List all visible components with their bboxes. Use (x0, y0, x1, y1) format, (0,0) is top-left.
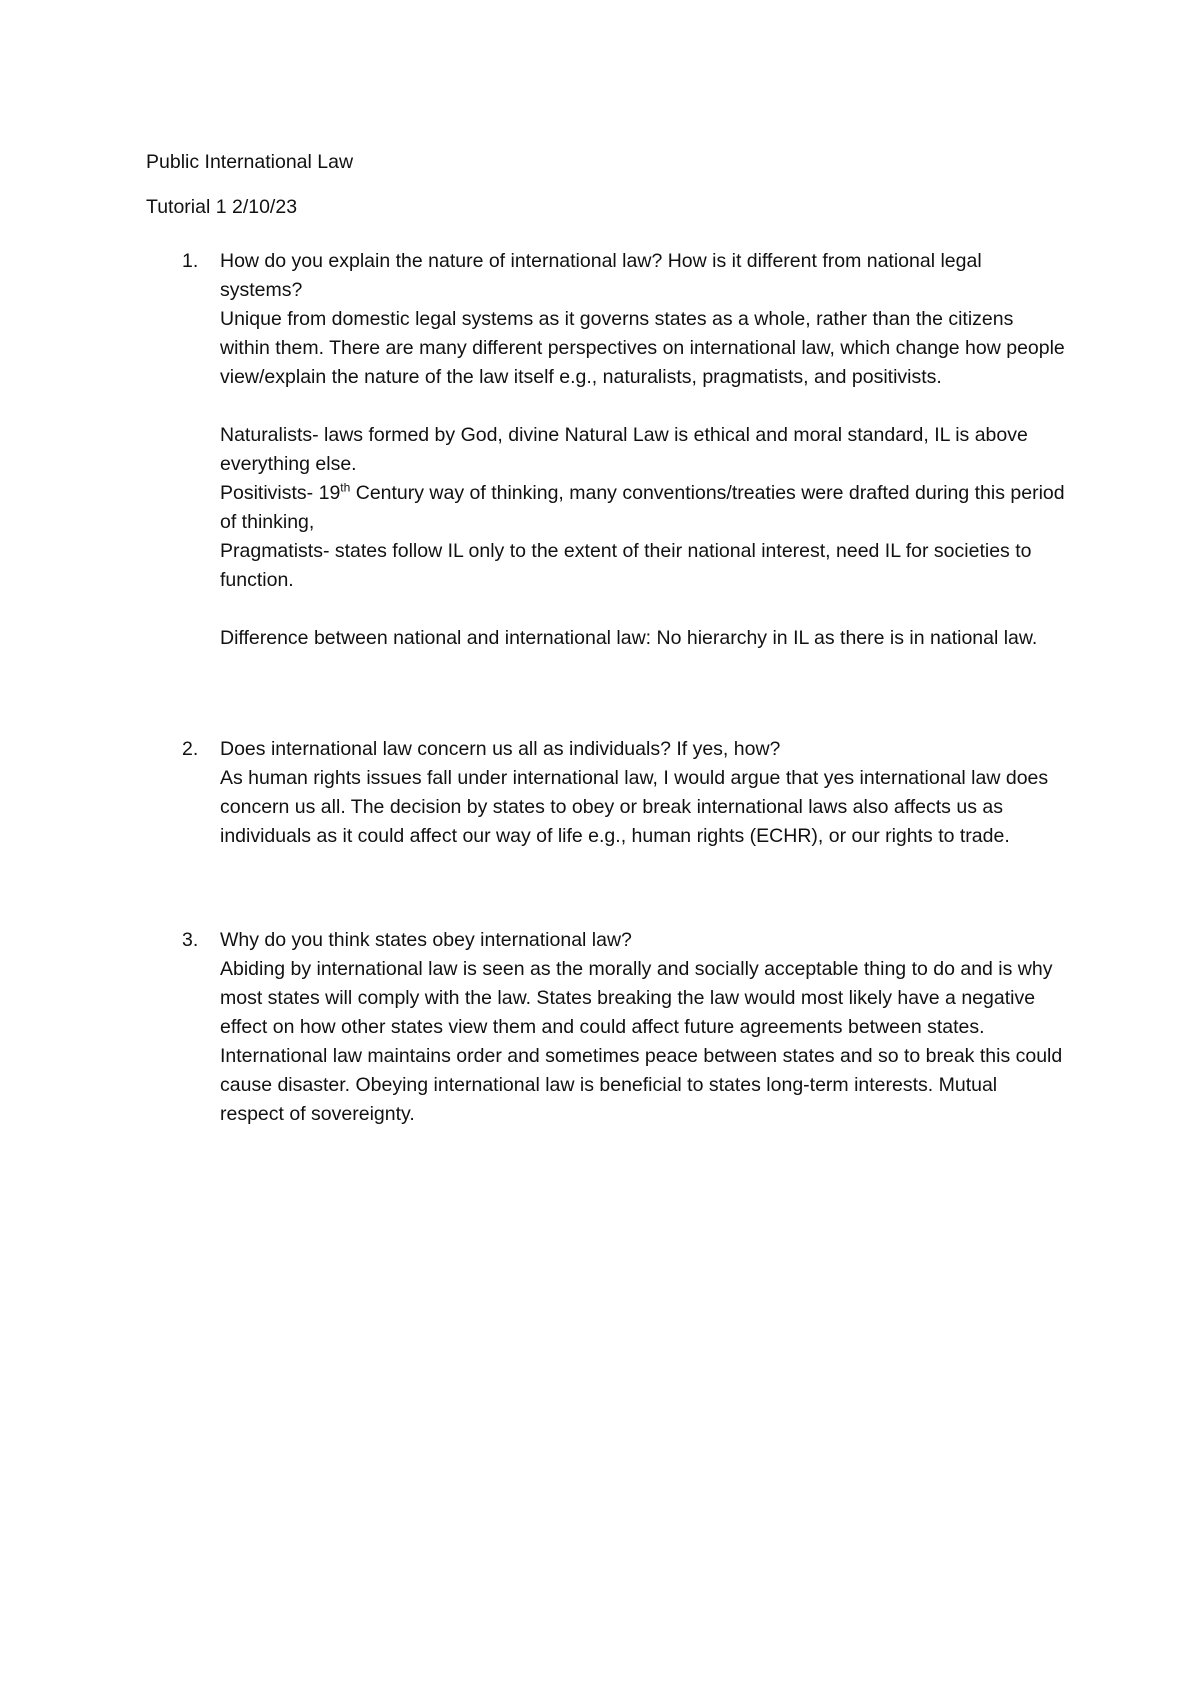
document-title: Public International Law (146, 151, 354, 173)
question-number: 1. (182, 250, 199, 272)
pragmatists-text: Pragmatists- states follow IL only to the extent of their national interest, need IL for societies to function. (220, 540, 1032, 591)
document-subtitle: Tutorial 1 2/10/23 (146, 196, 298, 218)
positivists-rest: Century way of thinking, many conventions/treaties were drafted during this period of thinking, (220, 482, 1065, 533)
answer-text: As human rights issues fall under international law, I would argue that yes international law does concern us all. The decision by states to obey or break international laws also affects us as individuals as it could affect our way of life e.g., human rights (ECHR), or our rights to trade. (220, 767, 1049, 847)
question-number: 3. (182, 929, 199, 951)
question-text: Does international law concern us all as individuals? If yes, how? (220, 738, 781, 760)
naturalists-text: Naturalists- laws formed by God, divine Natural Law is ethical and moral standard, IL is above everything else. (220, 424, 1028, 475)
question-text: How do you explain the nature of international law? How is it different from national legal systems? (220, 250, 982, 301)
answer-text: Unique from domestic legal systems as it governs states as a whole, rather than the citizens within them. There are many different perspectives on international law, which change how people view/explain the nature of the law itself e.g., naturalists, pragmatists, and positivists. (220, 308, 1065, 388)
question-number: 2. (182, 738, 199, 760)
positivists-superscript: th (340, 480, 351, 495)
positivists-prefix: Positivists- 19 (220, 482, 341, 504)
positivists-text (220, 479, 1066, 537)
question-text: Why do you think states obey international law? (220, 929, 632, 951)
difference-text: Difference between national and international law: No hierarchy in IL as there is in national law. (220, 627, 1038, 649)
answer-text: Abiding by international law is seen as the morally and socially acceptable thing to do and is why most states will comply with the law. States breaking the law would most likely have a negative effect on how other states view them and could affect future agreements between states. International law maintains order and sometimes peace between states and so to break this could cause disaster. Obeying international law is beneficial to states long-term interests. Mutual respect of sovereignty. (220, 958, 1063, 1125)
